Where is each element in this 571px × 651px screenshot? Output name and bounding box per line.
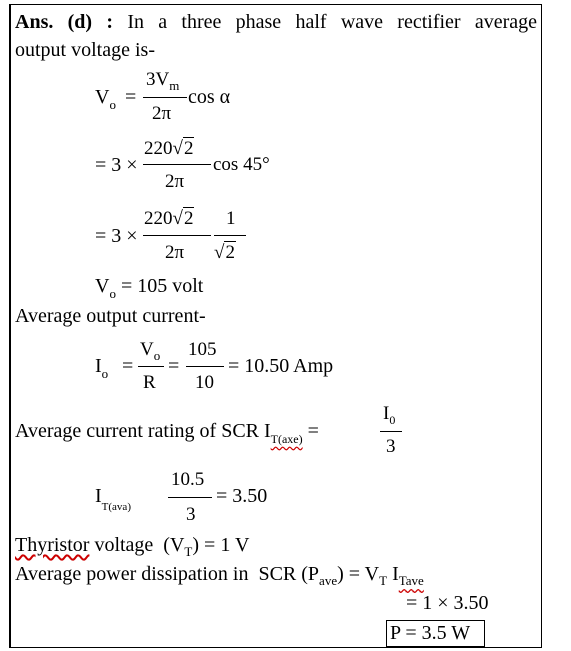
- avg-current-label: Average output current-: [15, 305, 206, 327]
- eq2-numerator: 220√2: [144, 138, 194, 159]
- eq4-result: $V_o = 105$ volt: [95, 275, 204, 301]
- eq5-num1: $V_o$: [140, 339, 161, 363]
- eq5-num2: 105: [188, 339, 217, 360]
- rating-text: Average current rating of SCR $I_{T(axe)}$ =: [15, 420, 319, 446]
- answer-colon: :: [106, 11, 114, 33]
- eq2-denominator: 2π: [165, 171, 185, 192]
- header-line-2: output voltage is-: [15, 39, 155, 61]
- eq3-fraction-bar: [143, 235, 211, 236]
- eq3-denominator: 2π: [165, 242, 185, 263]
- eq1-numerator: $3V_m$: [146, 69, 180, 93]
- header-text: In a three phase half wave rectifier average: [127, 11, 538, 33]
- eq3-numerator-2: 1: [226, 208, 236, 229]
- header-line-1: [15, 12, 537, 32]
- eq5-den1: R: [143, 372, 156, 393]
- eq5-equals-2: =: [168, 355, 180, 377]
- eq3-denominator-2: √2: [214, 242, 235, 263]
- rating-fraction-bar: [380, 431, 402, 432]
- eq3-fraction-bar-2: [214, 235, 246, 236]
- eq1-denominator: 2π: [152, 103, 172, 124]
- power-line: Average power dissipation in SCR $(P_{ave}) = V_T$ $I_{Tave}$: [15, 563, 424, 588]
- rating-numerator: $I_0$: [383, 403, 396, 427]
- eq1-fraction-bar: [143, 97, 187, 98]
- eq2-prefix: = 3 ×: [95, 154, 138, 176]
- sqrt2-radical: √2: [172, 138, 194, 159]
- eq1-equals: =: [125, 86, 137, 108]
- eq2-fraction-bar: [143, 164, 211, 165]
- eq5-fraction-bar-2: [186, 366, 224, 367]
- eq1-cos: cos α: [188, 86, 231, 108]
- answer-label: Ans. (d): [15, 11, 93, 33]
- calc-line: = 1 × 3.50: [406, 592, 489, 614]
- eq5-result: = 10.50 Amp: [228, 355, 334, 377]
- eq6-numerator: 10.5: [171, 469, 205, 490]
- eq5-fraction-bar-1: [138, 366, 164, 367]
- eq5-equals-1: =: [122, 355, 134, 377]
- thyristor-line: Thyristor voltage $(V_T) = 1$ V: [15, 534, 250, 559]
- rating-denominator: 3: [386, 436, 396, 457]
- eq5-den2: 10: [195, 372, 214, 393]
- eq5-lhs: $I_o$: [95, 355, 109, 381]
- eq3-prefix: = 3 ×: [95, 225, 138, 247]
- eq6-fraction-bar: [168, 497, 212, 498]
- eq1-lhs: $V_o$: [95, 86, 116, 112]
- eq2-cos: cos 45°: [213, 154, 270, 175]
- eq6-lhs: $I_{T(ava)}$: [95, 485, 131, 513]
- eq6-result: = 3.50: [216, 485, 268, 507]
- final-answer: P = 3.5 W: [390, 622, 471, 644]
- eq3-numerator: 220√2: [144, 208, 194, 229]
- eq6-denominator: 3: [186, 504, 196, 525]
